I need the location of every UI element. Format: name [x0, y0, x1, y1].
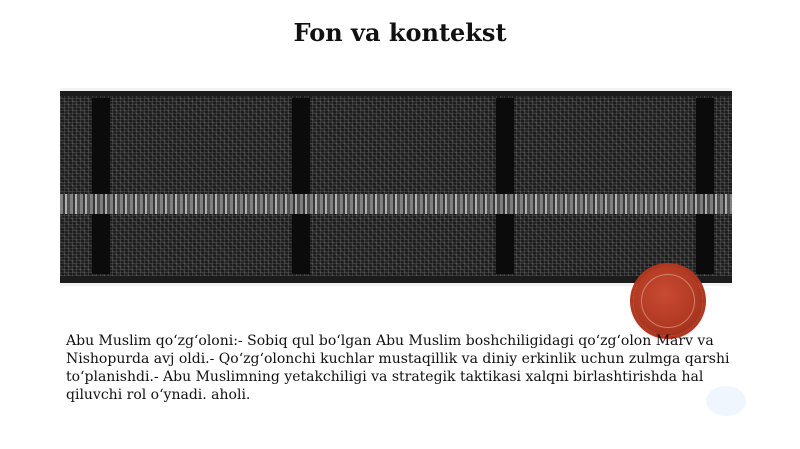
- decorative-banner-image: [60, 88, 732, 286]
- faint-watermark-shape: [706, 386, 746, 416]
- red-circle-ornament-icon: [633, 266, 703, 336]
- slide-title: Fon va kontekst: [293, 18, 507, 47]
- slide-body-text: Abu Muslim qo‘zg‘oloni:- Sobiq qul bo‘lgan Abu Muslim boshchiligidagi qo‘zg‘olon Marv va Nishopurda avj oldi.- Qo‘zg‘olonchi kuchlar mustaqillik va diniy erkinlik uchun zulmga qarshi to‘planishdi.- Abu Muslimning yetakchiligi va strategik taktikasi xalqni birlashtirishda hal qiluvchi rol o‘ynadi. aholi.: [66, 333, 730, 403]
